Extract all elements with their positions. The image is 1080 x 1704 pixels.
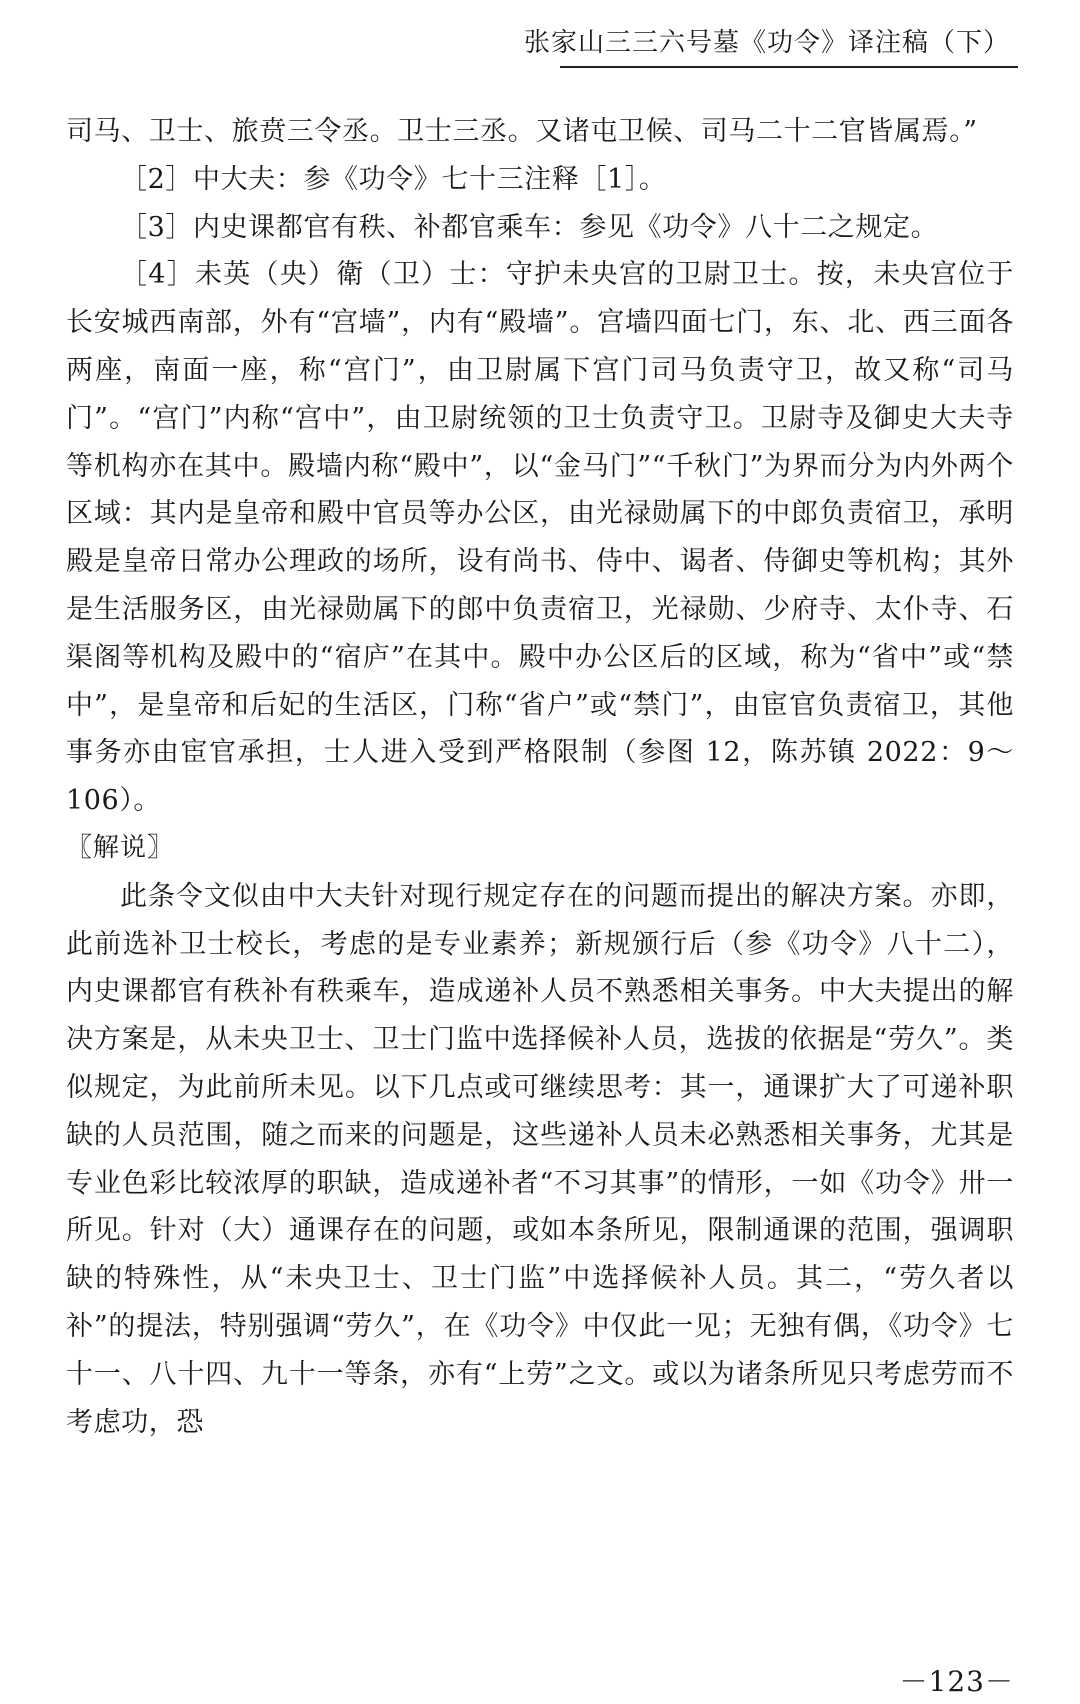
note-3: ［3］内史课都官有秩、补都官乘车：参见《功令》八十二之规定。: [120, 211, 939, 243]
paragraph-continuation: 司马、卫士、旅贲三令丞。卫士三丞。又诸屯卫候、司马二十二官皆属焉。”: [66, 116, 978, 147]
note-4: ［4］未英（央）衛（卫）士：守护未央宫的卫尉卫士。按，未央宫位于长安城西南部，外有“宫墙”，内有“殿墙”。宫墙四面七门，东、北、西三面各两座，南面一座，称“宫门”，由卫尉属下宫门司马负责守卫，故又称“司马门”。“宫门”内称“宫中”，由卫尉统领的卫士负责守卫。卫尉寺及御史大夫寺等机构亦在其中。殿墙内称“殿中”，以“金马门”“千秋门”为界而分为内外两个区域：其内是皇帝和殿中官员等办公区，由光禄勋属下的中郎负责宿卫，承明殿是皇帝日常办公理政的场所，设有尚书、侍中、谒者、侍御史等机构；其外是生活服务区，由光禄勋属下的郎中负责宿卫，光禄勋、少府寺、太仆寺、石渠阁等机构及殿中的“宿庐”在其中。殿中办公区后的区域，称为“省中”或“禁中”，是皇帝和后妃的生活区，门称“省户”或“禁门”，由宦官负责宿卫，其他事务亦由宦官承担，士人进入受到严格限制（参图 12，陈苏镇 2022：9～106）。: [66, 259, 1014, 817]
page-number: －123－: [899, 1665, 1014, 1698]
header-rule: [560, 66, 1018, 68]
running-header: [0, 0, 1080, 70]
running-header-title: 张家山三三六号墓《功令》译注稿（下）: [523, 28, 1010, 58]
note-2: ［2］中大夫：参《功令》七十三注释［1］。: [120, 163, 667, 195]
main-text: [66, 108, 1014, 1446]
section-title: 〖解说〗: [66, 832, 175, 863]
commentary-paragraph: 此条令文似由中大夫针对现行规定存在的问题而提出的解决方案。亦即，此前选补卫士校长，考虑的是专业素养；新规颁行后（参《功令》八十二），内史课都官有秩补有秩乘车，造成递补人员不熟悉相关事务。中大夫提出的解决方案是，从未央卫士、卫士门监中选择候补人员，选拔的依据是“劳久”。类似规定，为此前所未见。以下几点或可继续思考：其一，通课扩大了可递补职缺的人员范围，随之而来的问题是，这些递补人员未必熟悉相关事务，尤其是专业色彩比较浓厚的职缺，造成递补者“不习其事”的情形，一如《功令》卅一所见。针对（大）通课存在的问题，或如本条所见，限制通课的范围，强调职缺的特殊性，从“未央卫士、卫士门监”中选择候补人员。其二，“劳久者以补”的提法，特别强调“劳久”，在《功令》中仅此一见；无独有偶，《功令》七十一、八十四、九十一等条，亦有“上劳”之文。或以为诸条所见只考虑劳而不考虑功，恐: [66, 880, 1014, 1438]
